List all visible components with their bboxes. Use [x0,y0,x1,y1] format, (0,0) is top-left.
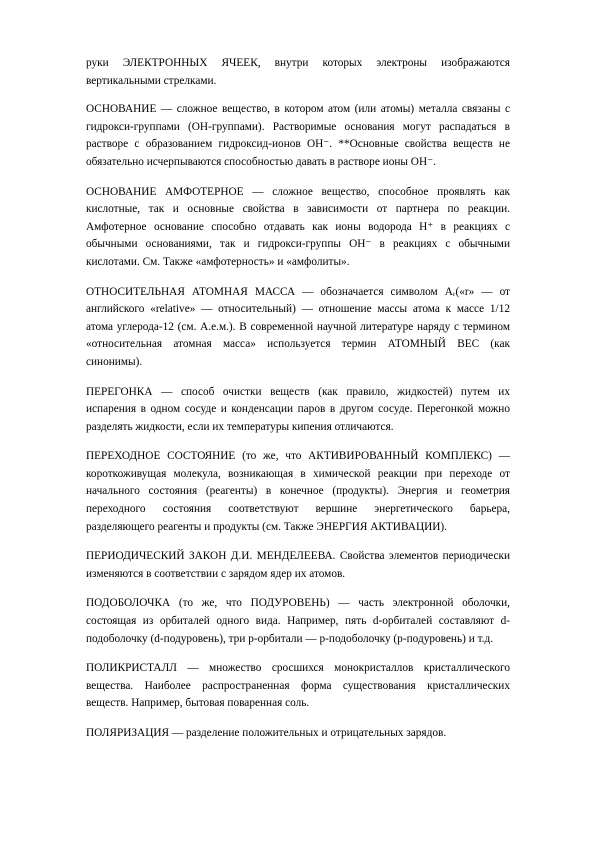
paragraph-polarization: ПОЛЯРИЗАЦИЯ — разделение положительных и отрицательных зарядов. [86,727,447,739]
paragraph-periodic-law: ПЕРИОДИЧЕСКИЙ ЗАКОН Д.И. МЕНДЕЛЕЕВА. Свойства элементов периодически изменяются в соответствии с зарядом ядер их атомов. [86,550,510,580]
paragraph-polycrystal: ПОЛИКРИСТАЛЛ — множество сросшихся монокристаллов кристаллического вещества. Наиболее распространенная форма существования кристаллических веществ. Например, бытовая поваренная соль. [86,662,510,710]
paragraph-electron-cells-tail: руки ЭЛЕКТРОННЫХ ЯЧЕЕК, внутри которых электроны изображаются вертикальными стрелками. [86,57,510,87]
paragraph-relative-atomic-mass: ОТНОСИТЕЛЬНАЯ АТОМНАЯ МАССА — обозначается символом Aᵣ(«r» — от английского «relative» — относительный) — отношение массы атома к массе 1/12 атома углерода-12 (см. А.е.м.). В современной научной литературе наряду с термином «относительная атомная масса» используется термин АТОМНЫЙ ВЕС (как синонимы). [86,285,510,368]
paragraph-distillation: ПЕРЕГОНКА — способ очистки веществ (как правило, жидкостей) путем их испарения в одном сосуде и конденсации паров в другом сосуде. Перегонкой можно разделять жидкости, если их температуры кипения отличаются. [86,385,510,433]
paragraph-subshell: ПОДОБОЛОЧКА (то же, что ПОДУРОВЕНЬ) — часть электронной оболочки, состоящая из орбиталей одного вида. Например, пять d-орбиталей составляют d-подоболочку (d-подуровень), три p-орбитали — p-подоболочку (p-подуровень) и т.д. [86,597,510,645]
paragraph-amphoteric-base: ОСНОВАНИЕ АМФОТЕРНОЕ — сложное вещество, способное проявлять как кислотные, так и основные свойства в зависимости от партнера по реакции. Амфотерное основание способно отдавать как ионы водорода Н⁺ в реакциях с обычными основаниями, так и гидрокси-группы ОН⁻ в реакциях с обычными кислотами. См. Также «амфотерность» и «амфолиты». [86,185,510,268]
document-page [86,55,510,755]
paragraph-transition-state: ПЕРЕХОДНОЕ СОСТОЯНИЕ (то же, что АКТИВИРОВАННЫЙ КОМПЛЕКС) — короткоживущая молекула, возникающая в химической реакции при переходе от начального состояния (реагенты) в конечное (продукты). Энергия и геометрия переходного состояния соответствуют вершине энергетического барьера, разделяющего реагенты и продукты (см. Также ЭНЕРГИЯ АКТИВАЦИИ). [86,450,510,533]
paragraph-base: ОСНОВАНИЕ — сложное вещество, в котором атом (или атомы) металла связаны с гидрокси-группами (ОН-группами). Растворимые основания могут распадаться в растворе с образованием гидроксид-ионов ОН⁻. **Основные свойства веществ не обязательно исчерпываются способностью давать в растворе ионы ОН⁻. [86,103,510,168]
